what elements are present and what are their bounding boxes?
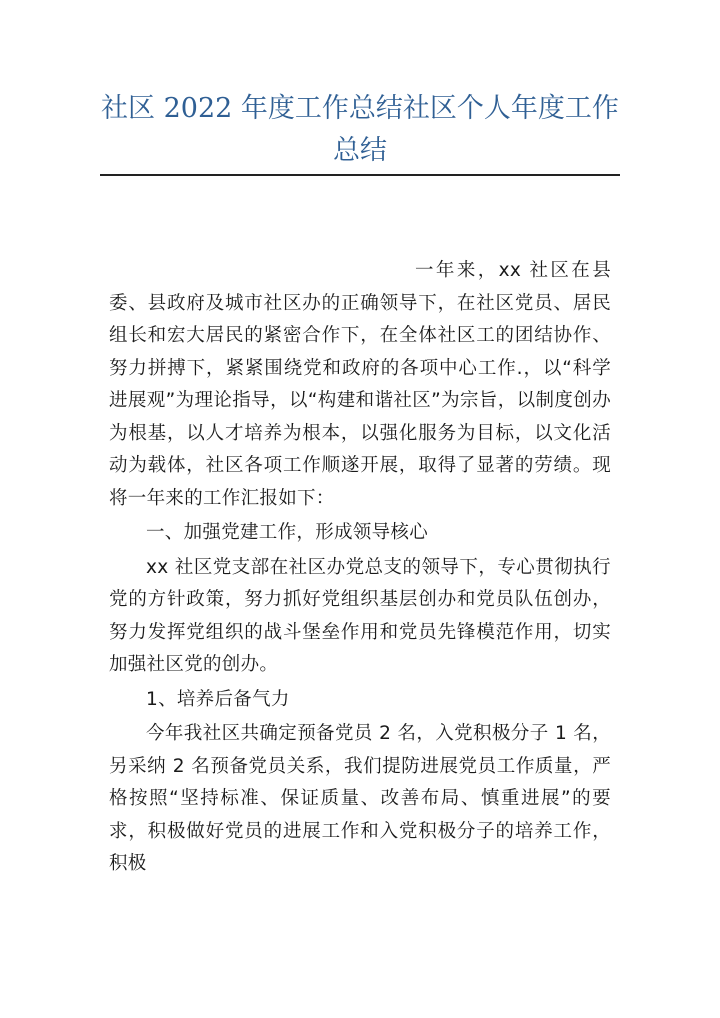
document-title: 社区 2022 年度工作总结社区个人年度工作总结 bbox=[101, 93, 619, 166]
intro-paragraph: 一年来，xx 社区在县委、县政府及城市社区办的正确领导下，在社区党员、居民组长和宏大居民的紧密合作下，在全体社区工的团结协作、努力拼搏下，紧紧围绕党和政府的各项中心工作.，以“科学进展观”为理论指导，以“构建和谐社区”为宗旨，以制度创办为根基，以人才培养为根本，以强化服务为目标，以文化活动为载体，社区各项工作顺遂开展，取得了显著的劳绩。现将一年来的工作汇报如下： bbox=[109, 260, 611, 509]
document-body bbox=[109, 255, 611, 881]
title-block bbox=[100, 88, 620, 172]
section-1-paragraph: xx 社区党支部在社区办党总支的领导下，专心贯彻执行党的方针政策，努力抓好党组织基层创办和党员队伍创办，努力发挥党组织的战斗堡垒作用和党员先锋模范作用，切实加强社区党的创办。 bbox=[109, 556, 611, 675]
section-heading-1: 一、加强党建工作，形成领导核心 bbox=[146, 522, 429, 543]
title-divider bbox=[100, 174, 620, 176]
subsection-heading-1: 1、培养后备气力 bbox=[146, 688, 290, 710]
subsection-1-paragraph: 今年我社区共确定预备党员 2 名，入党积极分子 1 名，另采纳 2 名预备党员关系，我们提防进展党员工作质量，严格按照“坚持标准、保证质量、改善布局、慎重进展”的要求，积极做好党员的进展工作和入党积极分子的培养工作，积极 bbox=[109, 723, 611, 874]
